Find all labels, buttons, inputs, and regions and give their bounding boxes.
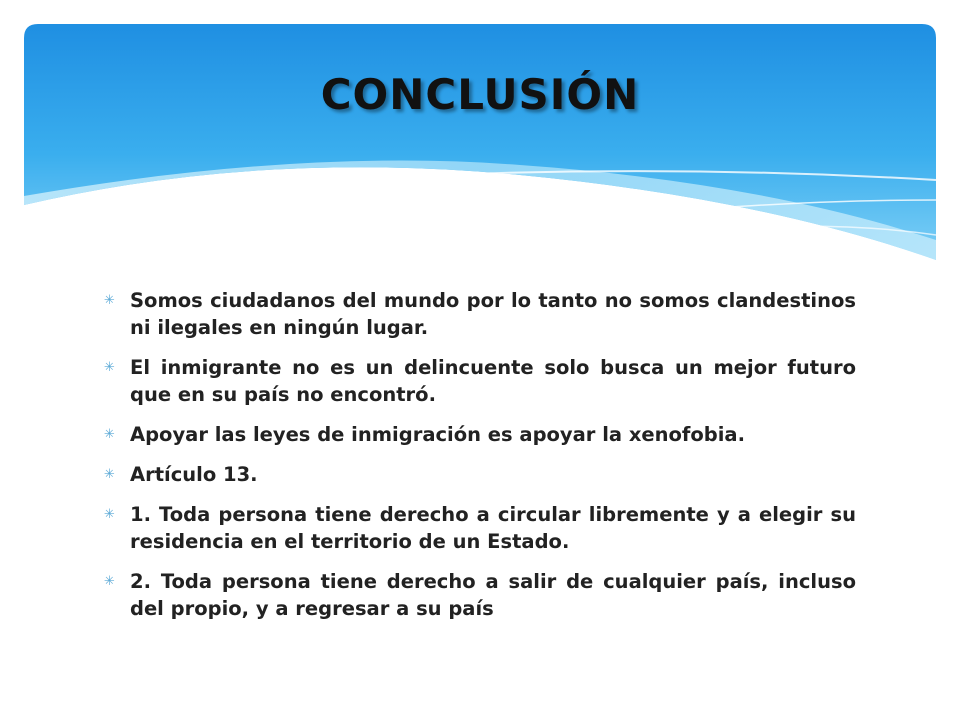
slide-title: CONCLUSIÓN: [320, 70, 640, 119]
bullet-text: Somos ciudadanos del mundo por lo tanto no somos clandestinos ni ilegales en ningún lugar.: [130, 289, 856, 339]
bullet-item: [104, 568, 856, 622]
banner-shape: [24, 24, 936, 260]
asterisk-bullet-icon: ✳: [104, 293, 115, 308]
bullet-text: 2. Toda persona tiene derecho a salir de cualquier país, incluso del propio, y a regresar a su país: [130, 570, 856, 620]
bullet-text: 1. Toda persona tiene derecho a circular libremente y a elegir su residencia en el territorio de un Estado.: [130, 503, 856, 553]
asterisk-bullet-icon: ✳: [104, 467, 115, 482]
header-banner: [0, 0, 960, 280]
bullet-list: [104, 287, 856, 635]
bullet-item: [104, 501, 856, 555]
asterisk-bullet-icon: ✳: [104, 507, 115, 522]
bullet-text: El inmigrante no es un delincuente solo busca un mejor futuro que en su país no encontró.: [130, 356, 856, 406]
asterisk-bullet-icon: ✳: [104, 574, 115, 589]
bullet-item: [104, 421, 856, 448]
asterisk-bullet-icon: ✳: [104, 360, 115, 375]
bullet-item: [104, 354, 856, 408]
bullet-item: [104, 287, 856, 341]
bullet-text: Apoyar las leyes de inmigración es apoyar la xenofobia.: [130, 423, 746, 446]
bullet-item: [104, 461, 856, 488]
bullet-text: Artículo 13.: [130, 463, 258, 486]
asterisk-bullet-icon: ✳: [104, 427, 115, 442]
